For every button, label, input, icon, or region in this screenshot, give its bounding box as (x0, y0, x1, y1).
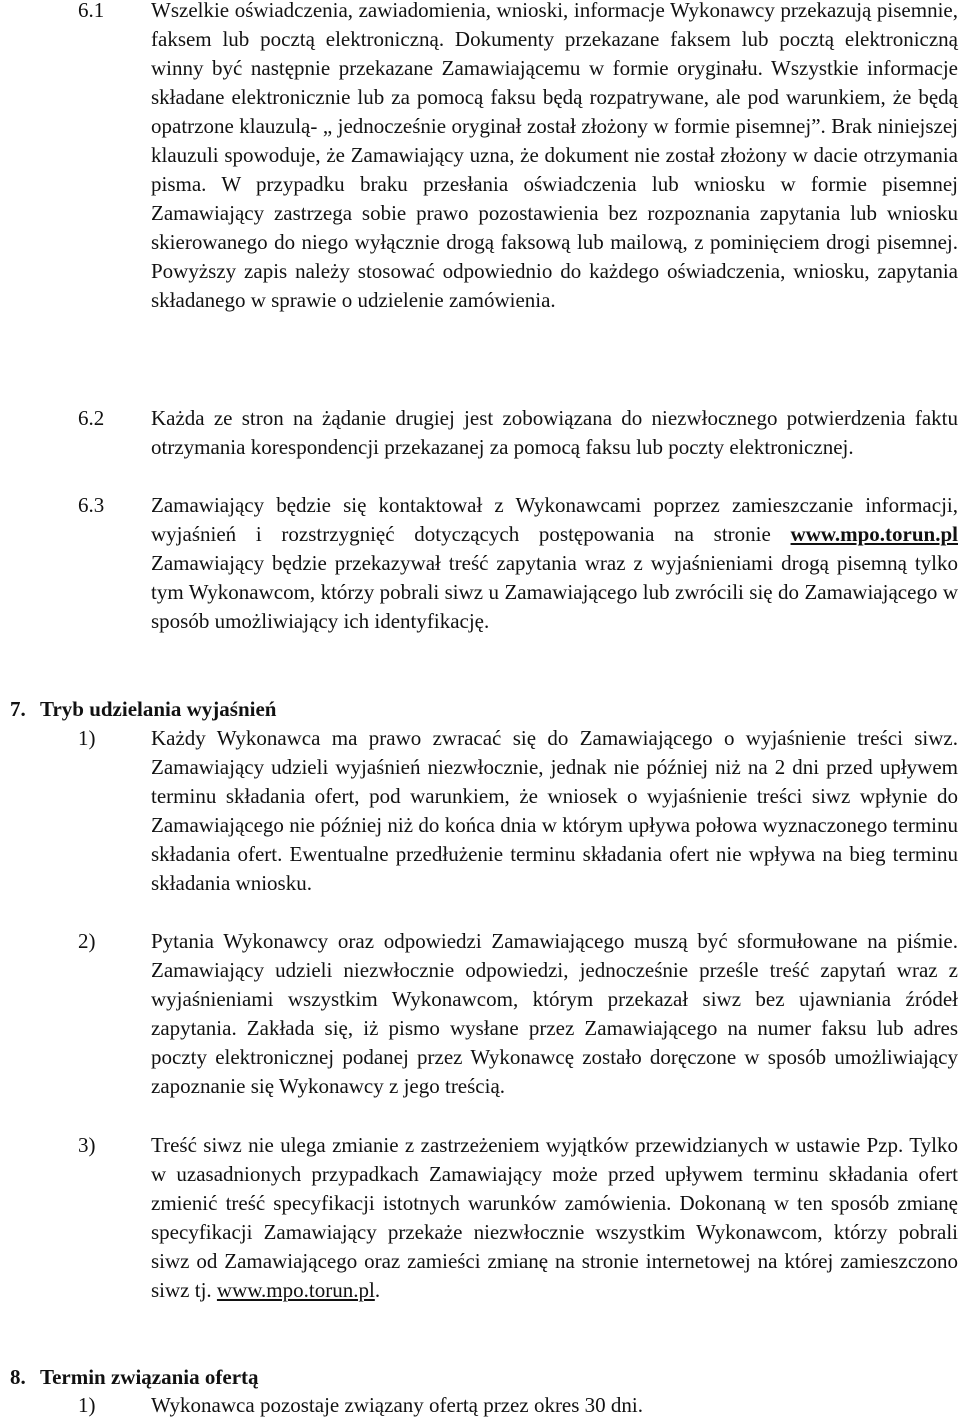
point-7-1 (0, 724, 958, 929)
point-number: 3) (78, 1133, 96, 1157)
clause-6-1 (0, 0, 958, 384)
website-link[interactable]: www.mpo.torun.pl (790, 522, 958, 546)
website-link[interactable]: www.mpo.torun.pl (216, 1278, 375, 1302)
point-8-1 (0, 1391, 958, 1420)
point-number: 1) (78, 1393, 96, 1417)
section-title: Tryb udzielania wyjaśnień (40, 697, 277, 721)
clause-text: Wszelkie oświadczenia, zawiadomienia, wnioski, informacje Wykonawcy przekazują pisemnie, faksem lub pocztą elektroniczną. Dokumenty przekazane faksem lub pocztą elektroniczną winny być następnie przekazane Zamawiającemu w formie oryginału. Wszystkie informacje składane elektronicznie lub za pomocą faksu będą rozpatrywane, ale pod warunkiem, że będą opatrzone klauzulą- „ jednocześnie oryginał został złożony w formie pisemnej”. Brak niniejszej klauzuli spowoduje, że Zamawiający uzna, że dokument nie został złożony w dacie otrzymania pisma. W przypadku braku przesłania oświadczenia lub wniosku w formie pisemnej Zamawiający zastrzega sobie prawo pozostawienia bez rozpoznania zapytania lub wniosku skierowanego do niego wyłącznie drogą faksową lub mailową, z pominięciem drogi pisemnej. Powyższy zapis należy stosować odpowiednio do każdego oświadczenia, wniosku, zapytania składanego w sprawie o udzielenie zamówienia. (151, 0, 958, 312)
point-text-part: Treść siwz nie ulega zmianie z zastrzeżeniem wyjątków przewidzianych w ustawie Pzp. Tylko w uzasadnionych przypadkach Zamawiający może przed upływem terminu składania ofert zmienić treść specyfikacji istotnych warunków zamówienia. Dokonaną w ten sposób zmianę specyfikacji Zamawiający przekaże niezwłocznie wszystkim Wykonawcom, którzy pobrali siwz od Zamawiającego oraz zamieści zmianę na stronie internetowej na której zamieszczono siwz tj. (151, 1133, 958, 1302)
clause-text-part: Zamawiający będzie się kontaktował z Wykonawcami poprzez zamieszczanie informacji, wyjaśnień i rozstrzygnięć dotyczących postępowania na stronie (151, 493, 958, 546)
point-text (151, 1131, 958, 1305)
section-title: Termin związania ofertą (40, 1365, 259, 1389)
section-number: 7. (10, 697, 26, 721)
clause-6-3 (0, 491, 958, 667)
point-text-part: . (374, 1278, 381, 1302)
clause-number: 6.1 (78, 0, 105, 22)
clause-6-2 (0, 404, 958, 492)
section-number: 8. (10, 1365, 26, 1389)
point-7-3 (0, 1131, 958, 1336)
clause-number: 6.3 (78, 493, 105, 517)
section-heading-8 (10, 1363, 910, 1392)
point-number: 2) (78, 929, 96, 953)
section-heading-7 (10, 695, 910, 724)
clause-text-part: Zamawiający będzie przekazywał treść zapytania wraz z wyjaśnieniami drogą pisemną tylko tym Wykonawcom, którzy pobrali siwz u Zamawiającego lub zwrócili się do Zamawiającego w sposób umożliwiający ich identyfikację. (151, 551, 958, 633)
point-text: Każdy Wykonawca ma prawo zwracać się do Zamawiającego o wyjaśnienie treści siwz. Zamawiający udzieli wyjaśnień niezwłocznie, jednak nie później niż na 2 dni przed upływem terminu składania ofert, pod warunkiem, że wniosek o wyjaśnienie treści siwz wpłynie do Zamawiającego nie później niż do końca dnia w którym upływa połowa wyznaczonego terminu składania ofert. Ewentualne przedłużenie terminu składania ofert nie wpływa na bieg terminu składania wniosku. (151, 726, 958, 895)
clause-text: Każda ze stron na żądanie drugiej jest zobowiązana do niezwłocznego potwierdzenia faktu otrzymania korespondencji przekazanej za pomocą faksu lub poczty elektronicznej. (151, 406, 958, 459)
point-7-2 (0, 927, 958, 1132)
point-text: Pytania Wykonawcy oraz odpowiedzi Zamawiającego muszą być sformułowane na piśmie. Zamawiający udzieli niezwłocznie odpowiedzi, jednocześnie prześle treść zapytań wraz z wyjaśnieniami wszystkim Wykonawcom, którym przekazał siwz bez ujawniania źródeł zapytania. Zakłada się, iż pismo wysłane przez Zamawiającego na numer faksu lub adres poczty elektronicznej podanej przez Wykonawcę zostało doręczone w sposób umożliwiający zapoznanie się Wykonawcy z jego treścią. (151, 929, 958, 1098)
point-number: 1) (78, 726, 96, 750)
point-text: Wykonawca pozostaje związany ofertą przez okres 30 dni. (151, 1393, 644, 1417)
clause-number: 6.2 (78, 406, 105, 430)
clause-text (151, 491, 958, 636)
